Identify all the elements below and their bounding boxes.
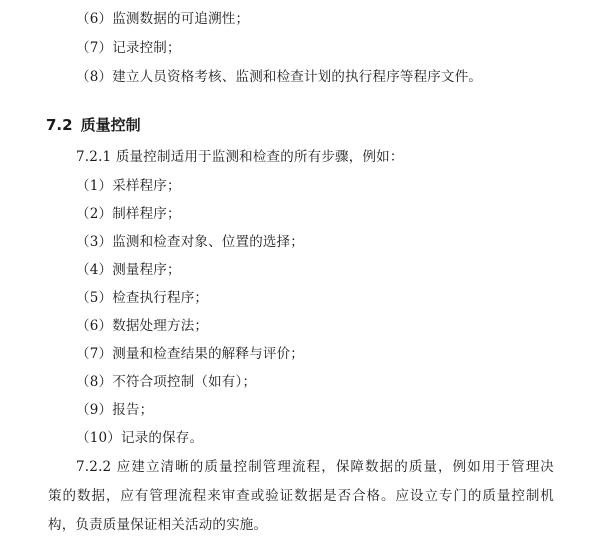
section-number: 7.2 (46, 116, 73, 134)
list-item: （3）监测和检查对象、位置的选择； (76, 234, 304, 250)
paragraph-7-2-2-line: 7.2.2 应建立清晰的质量控制管理流程，保障数据的质量，例如用于管理决 (76, 459, 554, 475)
list-item: （7）测量和检查结果的解释与评价； (76, 346, 304, 362)
list-item: （1）采样程序； (76, 178, 181, 194)
list-item: （7）记录控制； (76, 40, 181, 56)
list-item: （2）制样程序； (76, 206, 181, 222)
list-item: （10）记录的保存。 (76, 430, 204, 446)
list-item: （9）报告； (76, 402, 154, 418)
section-title: 质量控制 (80, 116, 141, 134)
paragraph-7-2-1: 7.2.1 质量控制适用于监测和检查的所有步骤，例如： (76, 149, 404, 165)
section-heading (46, 115, 141, 135)
list-item: （5）检查执行程序； (76, 290, 209, 306)
list-item: （8）建立人员资格考核、监测和检查计划的执行程序等程序文件。 (76, 69, 483, 85)
list-item: （6）监测数据的可追溯性； (76, 11, 250, 27)
paragraph-7-2-2-line: 构，负责质量保证相关活动的实施。 (48, 517, 268, 533)
paragraph-7-2-2-line: 策的数据，应有管理流程来审查或验证数据是否合格。应设立专门的质量控制机 (48, 488, 554, 504)
list-item: （4）测量程序； (76, 262, 181, 278)
list-item: （6）数据处理方法； (76, 318, 209, 334)
list-item: （8）不符合项控制（如有）； (76, 374, 257, 390)
